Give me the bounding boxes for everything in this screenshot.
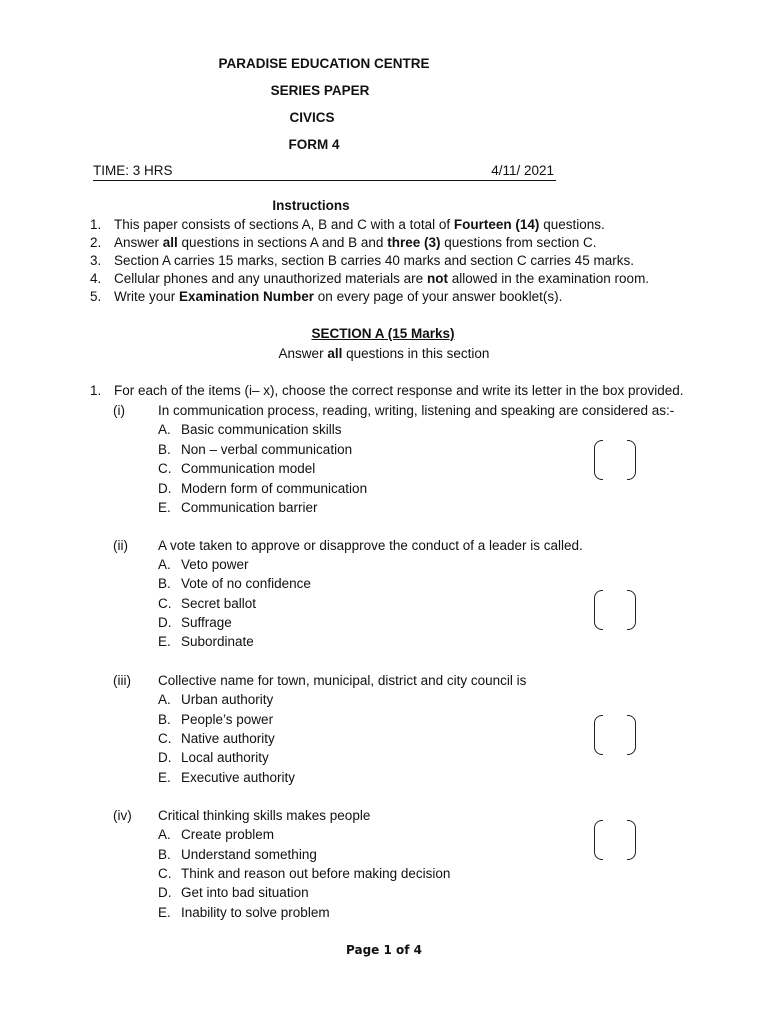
option-b: B. Understand something [158, 847, 317, 862]
item-number: (ii) [113, 538, 128, 553]
paper-type: SERIES PAPER [270, 83, 370, 98]
instruction-text: Section A carries 15 marks, section B carries 40 marks and section C carries 45 marks. [114, 253, 634, 268]
instruction-text: Write your Examination Number on every page of your answer booklet(s). [114, 289, 563, 304]
instruction-number: 5. [90, 289, 102, 304]
instruction-text: This paper consists of sections A, B and C with a total of Fourteen (14) questions. [114, 217, 605, 232]
section-a-title: SECTION A (15 Marks) [311, 326, 455, 341]
answer-box-iv[interactable] [594, 820, 636, 860]
subject: CIVICS [289, 110, 335, 125]
instructions-title: Instructions [272, 198, 350, 213]
option-a: A. Veto power [158, 557, 249, 572]
item-stem: A vote taken to approve or disapprove the conduct of a leader is called. [158, 538, 583, 553]
page-number: Page 1 of 4 [346, 943, 422, 957]
item-stem: Critical thinking skills makes people [158, 808, 371, 823]
option-c: C. Communication model [158, 461, 316, 476]
option-e: E. Subordinate [158, 634, 254, 649]
option-c: C. Think and reason out before making decision [158, 866, 451, 881]
option-b: B. Non – verbal communication [158, 442, 353, 457]
answer-box-ii[interactable] [594, 590, 636, 630]
option-a: A. Create problem [158, 827, 275, 842]
instruction-number: 4. [90, 271, 102, 286]
exam-time: TIME: 3 HRS [93, 163, 173, 178]
instruction-number: 2. [90, 235, 102, 250]
option-e: E. Communication barrier [158, 500, 318, 515]
option-b: B. People’s power [158, 712, 274, 727]
option-c: C. Secret ballot [158, 596, 257, 611]
instruction-number: 3. [90, 253, 102, 268]
question-text: For each of the items (i– x), choose the correct response and write its letter in the box provided. [114, 383, 684, 398]
question-number: 1. [90, 383, 102, 398]
item-stem: In communication process, reading, writing, listening and speaking are considered as:- [158, 403, 675, 418]
option-a: A. Urban authority [158, 692, 274, 707]
item-number: (iii) [113, 673, 131, 688]
option-b: B. Vote of no confidence [158, 576, 311, 591]
instruction-number: 1. [90, 217, 102, 232]
item-number: (i) [113, 403, 125, 418]
option-e: E. Inability to solve problem [158, 905, 330, 920]
exam-date: 4/11/ 2021 [491, 163, 554, 178]
answer-box-iii[interactable] [594, 715, 636, 755]
instruction-text: Cellular phones and any unauthorized materials are not allowed in the examination room. [114, 271, 650, 286]
item-stem: Collective name for town, municipal, district and city council is [158, 673, 527, 688]
instruction-text: Answer all questions in sections A and B and three (3) questions from section C. [114, 235, 597, 250]
school-name: PARADISE EDUCATION CENTRE [218, 56, 430, 71]
option-d: D. Get into bad situation [158, 885, 309, 900]
item-number: (iv) [113, 808, 132, 823]
option-e: E. Executive authority [158, 770, 296, 785]
answer-box-i[interactable] [594, 440, 636, 480]
option-d: D. Local authority [158, 750, 269, 765]
form-level: FORM 4 [288, 137, 340, 152]
option-d: D. Suffrage [158, 615, 232, 630]
option-d: D. Modern form of communication [158, 481, 368, 496]
time-date-row [93, 163, 556, 181]
option-a: A. Basic communication skills [158, 422, 342, 437]
section-a-subtitle: Answer all questions in this section [278, 346, 490, 361]
option-c: C. Native authority [158, 731, 275, 746]
